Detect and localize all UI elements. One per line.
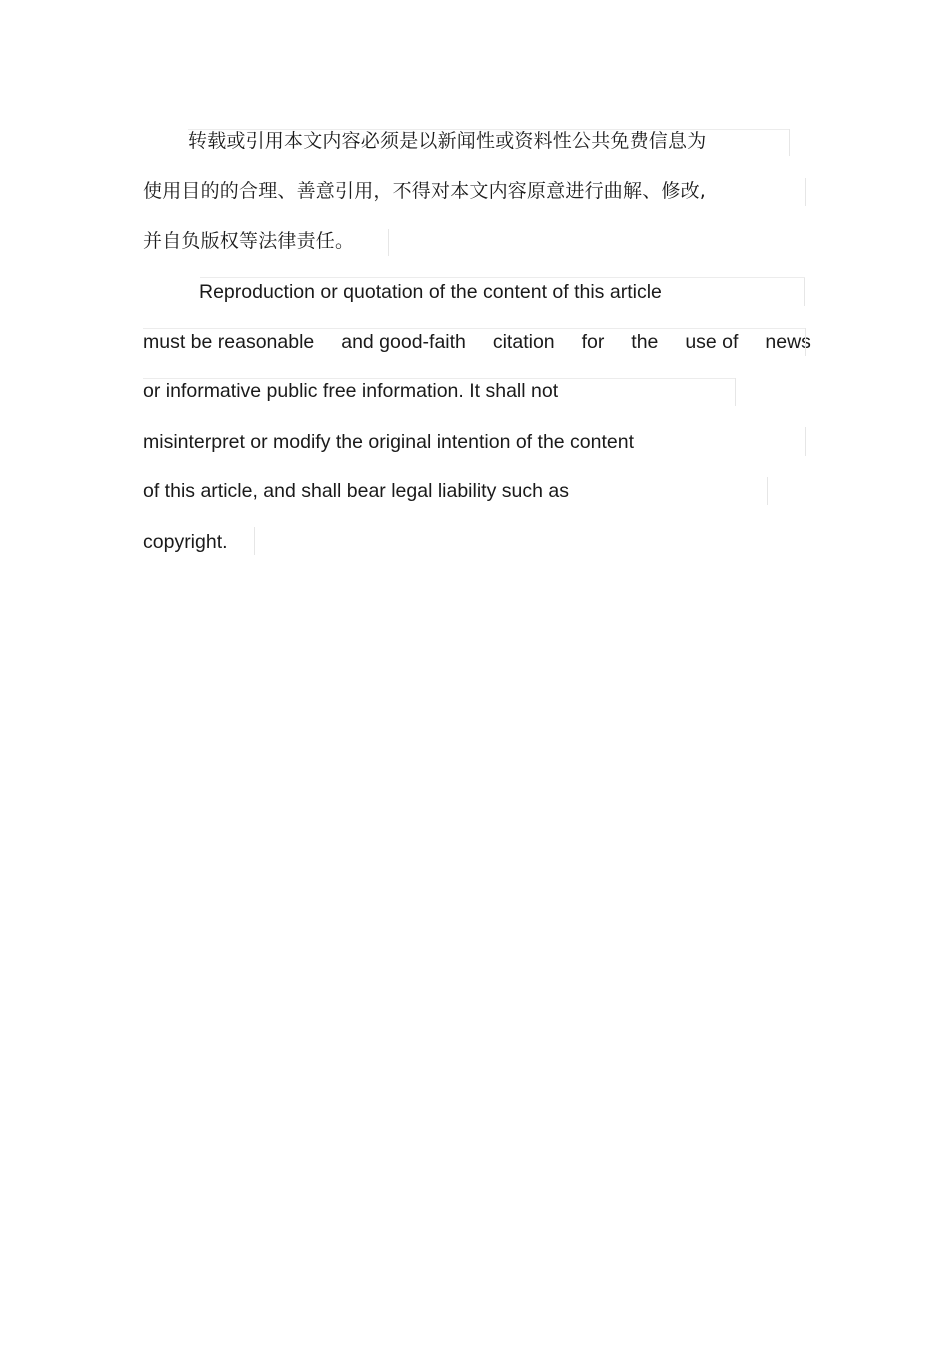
justified-word: citation bbox=[492, 331, 555, 353]
frame-line bbox=[805, 178, 806, 206]
justified-word: for bbox=[581, 331, 605, 353]
frame-line bbox=[143, 328, 806, 329]
frame-line bbox=[735, 378, 736, 406]
justified-word: and good-faith bbox=[341, 331, 466, 353]
frame-line bbox=[767, 477, 768, 505]
frame-line bbox=[805, 328, 806, 356]
frame-line bbox=[789, 129, 790, 156]
english-paragraph-line-3: or informative public free information. It shall not bbox=[143, 380, 559, 402]
frame-line bbox=[804, 278, 805, 306]
chinese-paragraph-line-2: 使用目的的合理、善意引用，不得对本文内容原意进行曲解、修改, bbox=[143, 180, 707, 202]
frame-line bbox=[805, 427, 806, 456]
chinese-paragraph-line-1: 转载或引用本文内容必须是以新闻性或资料性公共免费信息为 bbox=[188, 130, 707, 152]
justified-word: the bbox=[631, 331, 659, 353]
frame-line bbox=[388, 229, 389, 256]
justified-word: use of bbox=[685, 331, 739, 353]
frame-line bbox=[200, 277, 805, 278]
frame-line bbox=[254, 527, 255, 555]
justified-word: news bbox=[765, 331, 811, 353]
english-paragraph-line-6: copyright. bbox=[143, 531, 228, 553]
chinese-paragraph-line-3: 并自负版权等法律责任。 bbox=[143, 230, 355, 252]
frame-line bbox=[143, 378, 735, 379]
frame-line bbox=[188, 129, 790, 130]
english-paragraph-line-4: misinterpret or modify the original intention of the content bbox=[143, 431, 635, 453]
english-paragraph-line-1: Reproduction or quotation of the content of this article bbox=[199, 281, 662, 303]
justified-word: must be reasonable bbox=[143, 331, 315, 353]
english-paragraph-line-2 bbox=[143, 333, 811, 353]
english-paragraph-line-5: of this article, and shall bear legal liability such as bbox=[143, 480, 569, 502]
